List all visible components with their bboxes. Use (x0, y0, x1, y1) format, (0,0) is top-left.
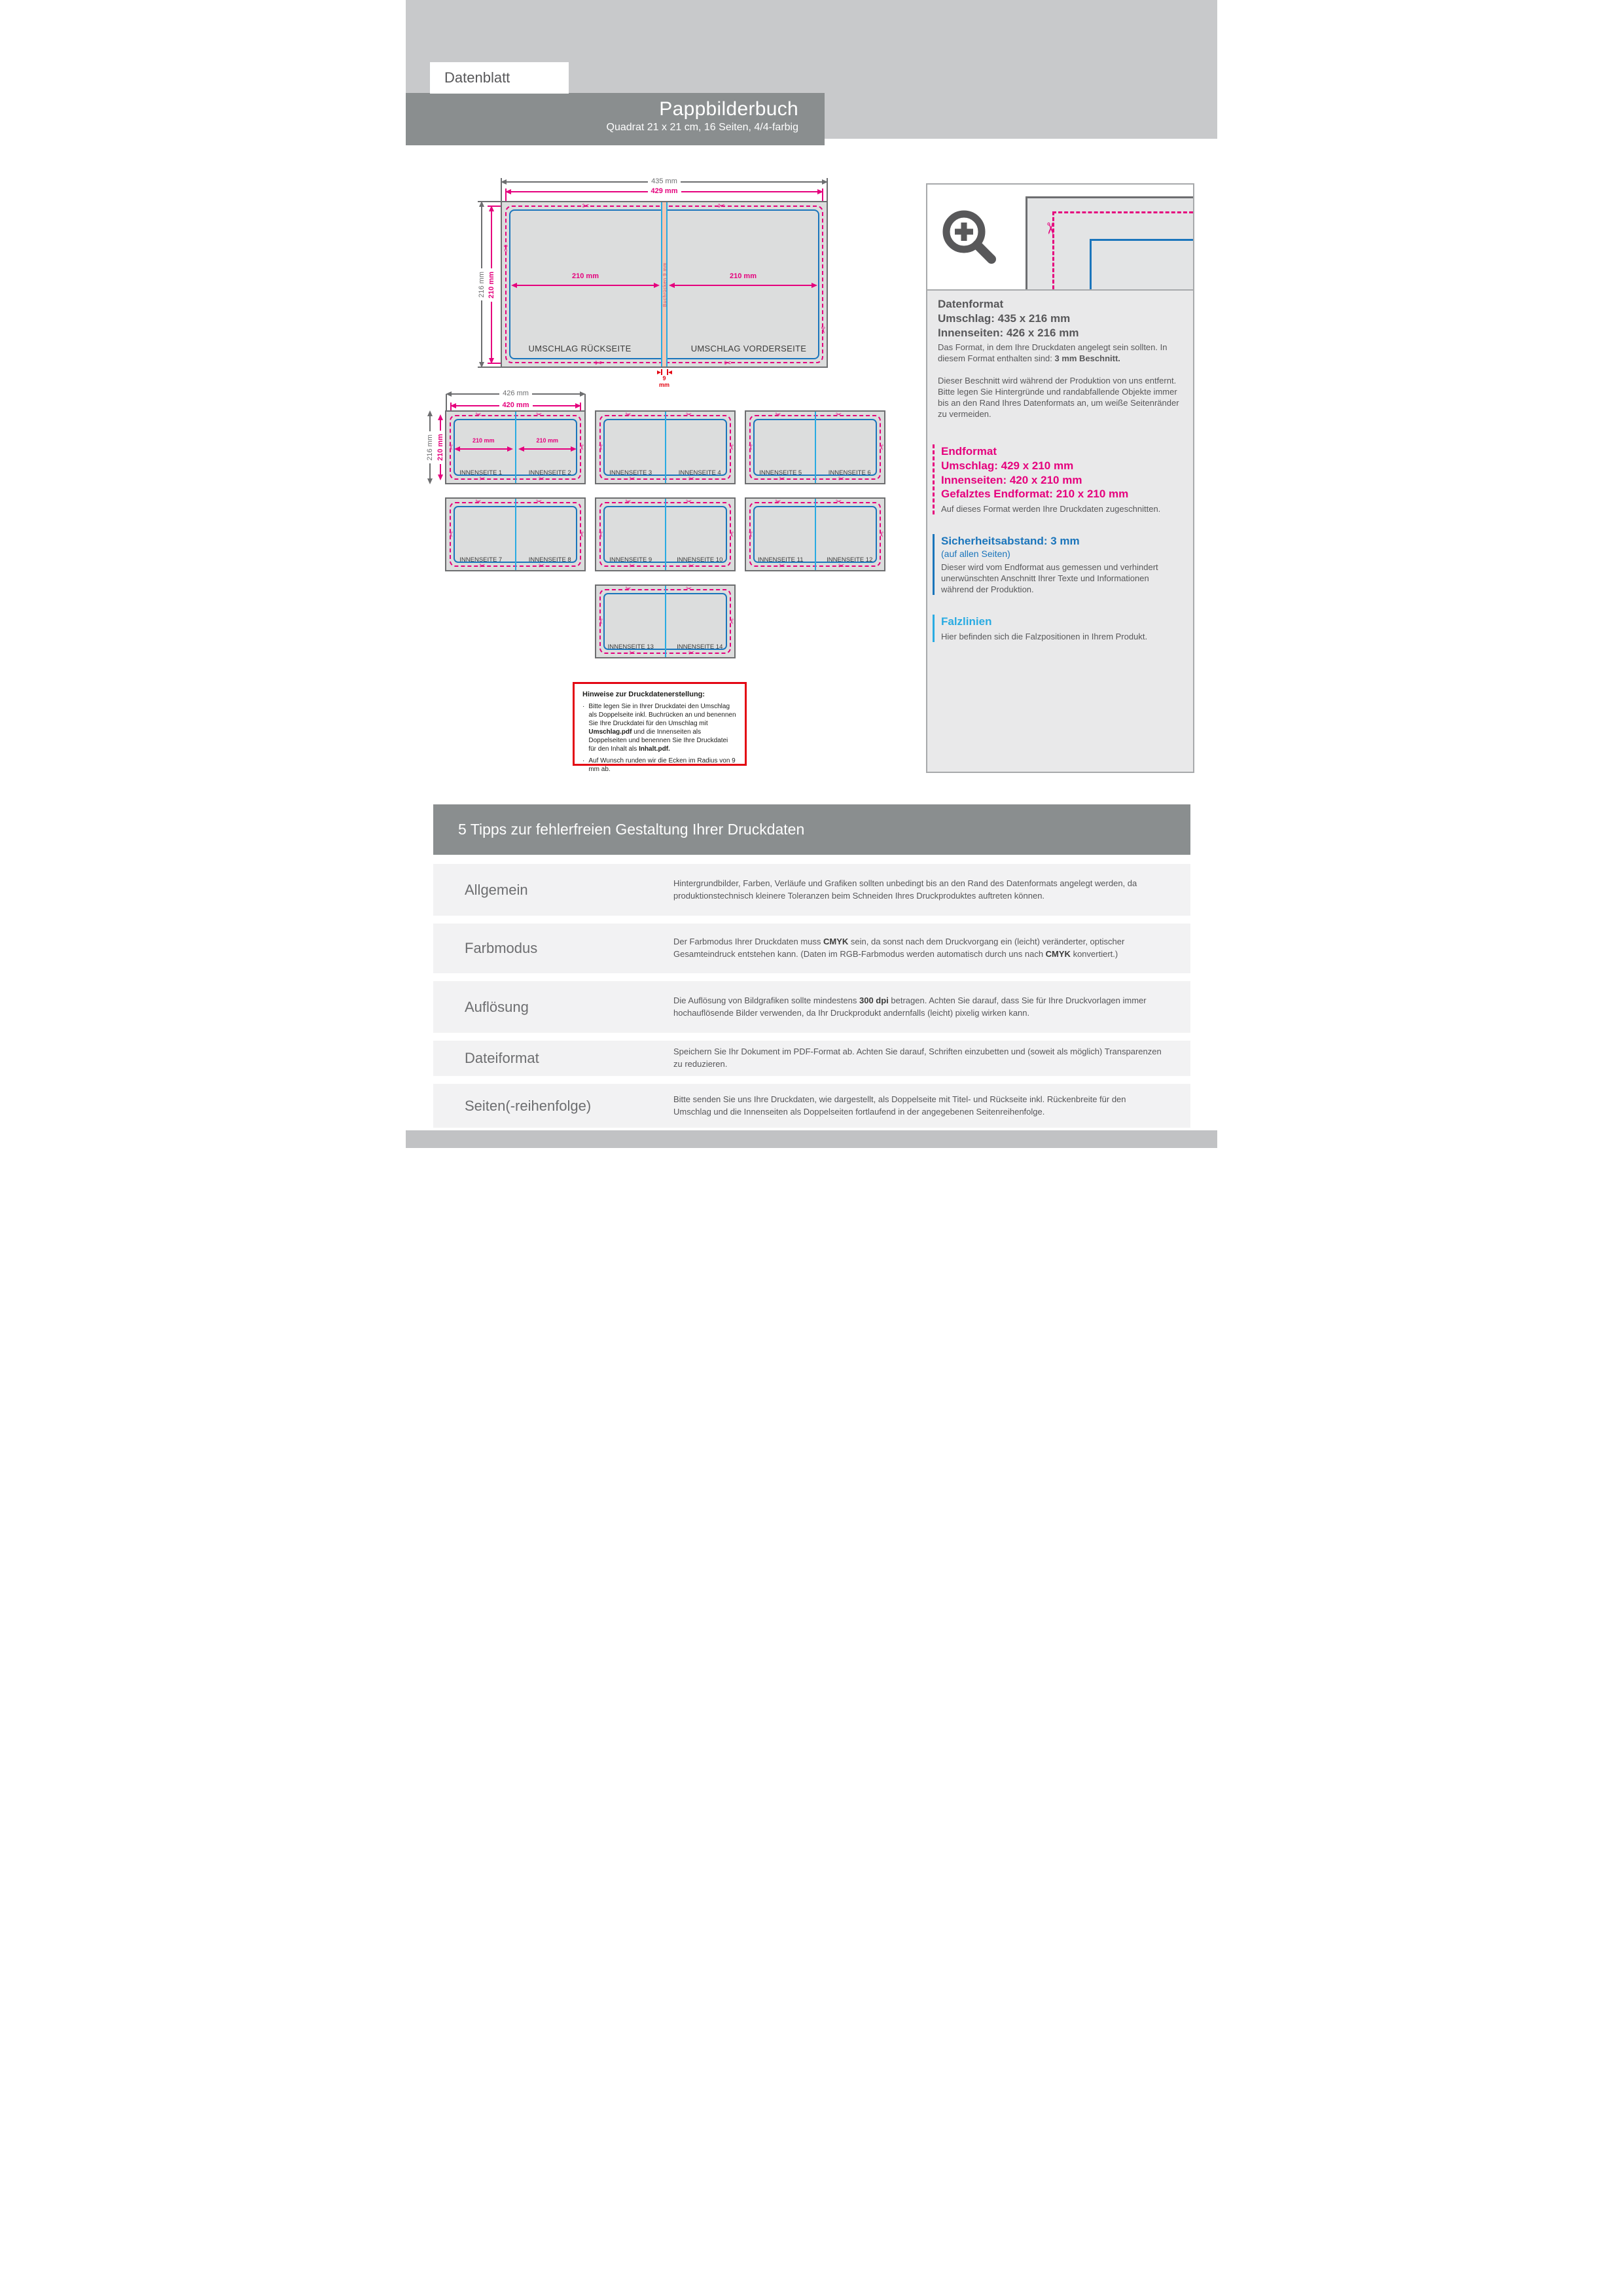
scissors-icon: ✂ (538, 562, 545, 570)
format-info-sidebar (926, 183, 1194, 773)
scissors-icon: ✂ (625, 498, 632, 506)
scissors-icon: ✂ (475, 498, 482, 506)
dim-label: 420 mm (502, 401, 529, 409)
tip-row (433, 1084, 1190, 1128)
tip-description (673, 924, 1164, 973)
endformat-inner-size: Innenseiten: 420 x 210 mm (941, 473, 1082, 486)
scissors-icon: ✂ (818, 327, 829, 334)
arrow-up-icon (438, 414, 443, 420)
dim-extension-line (478, 367, 501, 368)
endformat-folded-size: Gefalztes Endformat: 210 x 210 mm (941, 488, 1129, 501)
scissors-icon: ✂ (538, 475, 545, 483)
tip-row (433, 864, 1190, 916)
scissors-icon: ✂ (629, 562, 635, 570)
scissors-icon: ✂ (577, 531, 585, 537)
tip-label: Seiten(-reihenfolge) (465, 1097, 592, 1114)
bullet-icon: · (582, 703, 585, 710)
scissors-icon: ✂ (876, 444, 885, 450)
arrow-left-icon (518, 446, 524, 452)
dim-line (481, 207, 482, 268)
tip-description-text: Speichern Sie Ihr Dokument im PDF-Format ab. Achten Sie darauf, Schriften einzubetten und (soweit als möglich) Transparenzen zu reduzieren. (673, 1047, 1162, 1069)
dim-unit: mm (658, 382, 669, 389)
dim-line (518, 446, 577, 452)
arrow-right-icon (654, 283, 660, 288)
safety-margin-title: Sicherheitsabstand: 3 mm (941, 535, 1080, 548)
dim-label: 210 mm (472, 437, 495, 444)
dim-line (481, 300, 482, 362)
cover-trim-width-dimension (505, 188, 823, 195)
page-subtitle: Quadrat 21 x 21 cm, 16 Seiten, 4/4-farbig (606, 122, 798, 133)
scissors-icon: ✂ (594, 358, 602, 368)
dim-line (669, 283, 817, 288)
scissors-icon: ✂ (577, 444, 585, 450)
dim-label: 426 mm (503, 389, 529, 397)
dim-label: 210 mm (436, 434, 444, 461)
scissors-icon: ✂ (479, 475, 486, 483)
inner-spread (595, 497, 736, 571)
tip-label: Farbmodus (465, 940, 538, 956)
cover-right-page-dimension (669, 273, 817, 288)
cover-total-height-dimension (476, 201, 487, 368)
scissors-icon: ✂ (688, 562, 695, 570)
bullet-icon: · (582, 757, 585, 764)
dim-extension-line (584, 394, 586, 410)
scissors-icon: ✂ (779, 475, 785, 483)
spread-left-label: INNENSEITE 3 (609, 469, 652, 476)
inner-trim-width-dimension (450, 402, 581, 409)
scissors-icon: ✂ (596, 618, 605, 624)
scissors-icon: ✂ (775, 411, 781, 419)
endformat-body: Auf dieses Format werden Ihre Druckdaten zugeschnitten. (941, 504, 1161, 514)
arrow-left-icon (511, 283, 517, 288)
scissors-icon: ✂ (446, 444, 455, 450)
spread-left-label: INNENSEITE 11 (757, 556, 804, 564)
notes-bullet (582, 757, 737, 774)
cover-trim-height-dimension (486, 206, 497, 364)
spread-left-label: INNENSEITE 7 (459, 556, 503, 564)
tip-label: Auflösung (465, 998, 529, 1015)
arrow-left-icon (668, 370, 672, 374)
corner-zoom-illustration (1026, 196, 1193, 289)
page-width-dimension (454, 438, 513, 452)
datasheet-page (406, 0, 1217, 1148)
inner-spread (445, 497, 586, 571)
scissors-icon: ✂ (686, 585, 692, 593)
scissors-icon: ✂ (629, 475, 635, 483)
datenformat-body: Das Format, in dem Ihre Druckdaten angelegt sein sollten. In diesem Format enthalten sind: 3 mm Beschnitt. (938, 342, 1168, 364)
dim-line (491, 211, 492, 268)
scissors-icon: ✂ (596, 444, 605, 450)
tip-description-text: Bitte senden Sie uns Ihre Druckdaten, wie dargestellt, als Doppelseite mit Titel- und Rückseite inkl. Rückenbreite für den Umschlag und die Innenseiten als Doppelseiten fortlaufend in der angegebenen Seitenreihenfolge. (673, 1094, 1126, 1117)
cover-back-label: UMSCHLAG RÜCKSEITE (528, 344, 632, 353)
scissors-icon: ✂ (775, 498, 781, 506)
dim-line (491, 302, 492, 359)
arrow-right-icon (812, 283, 817, 288)
cover-total-width-dimension (501, 178, 828, 185)
datenblatt-label: Datenblatt (444, 69, 510, 86)
notes-bullet-text: Auf Wunsch runden wir die Ecken im Radius von 9 mm ab. (588, 757, 736, 773)
arrow-right-icon (571, 446, 577, 452)
spread-right-label: INNENSEITE 4 (678, 469, 721, 476)
scissors-icon: ✂ (686, 411, 692, 419)
spread-left-label: INNENSEITE 1 (459, 469, 503, 476)
arrow-up-icon (427, 410, 433, 416)
tip-description (673, 1041, 1164, 1076)
dim-line (681, 181, 822, 183)
safety-margin-block (933, 534, 1183, 595)
scissors-icon: ✂ (686, 498, 692, 506)
inner-total-height-dimension (425, 410, 435, 484)
dim-label: 435 mm (651, 177, 677, 185)
spine-strip (661, 202, 668, 367)
cover-spread-diagram (501, 201, 828, 368)
bleed-dashed-border (1052, 211, 1193, 213)
scissors-icon: ✂ (446, 531, 455, 537)
dim-label: 210 mm (572, 272, 599, 280)
arrow-down-icon (427, 478, 433, 484)
scissors-icon: ✂ (688, 649, 695, 657)
scissors-icon: ✂ (726, 531, 735, 537)
tip-row (433, 981, 1190, 1033)
dim-label: 429 mm (651, 187, 678, 195)
spine-width-dimension (652, 369, 676, 389)
scissors-icon: ✂ (582, 201, 590, 211)
dim-extension-line (501, 178, 502, 201)
spread-right-label: INNENSEITE 6 (828, 469, 871, 476)
scissors-icon: ✂ (876, 531, 885, 537)
scissors-icon: ✂ (838, 475, 845, 483)
datenformat-title: Datenformat (938, 298, 1004, 310)
dim-line (652, 369, 676, 375)
scissors-icon: ✂ (746, 531, 755, 537)
dim-line (440, 420, 441, 431)
magnifier-plus-icon (939, 207, 999, 267)
tip-description (673, 1084, 1164, 1128)
notes-title: Hinweise zur Druckdatenerstellung: (582, 691, 705, 698)
sidebar-text (927, 291, 1193, 642)
safety-area-border (1090, 239, 1193, 241)
dim-line (511, 191, 648, 192)
dim-line (681, 191, 818, 192)
scissors-icon: ✂ (536, 498, 543, 506)
legend-illustration (927, 185, 1193, 291)
spread-left-label: INNENSEITE 13 (607, 643, 654, 651)
scissors-icon: ✂ (746, 444, 755, 450)
arrow-right-icon (507, 446, 513, 452)
dim-label: 216 mm (477, 271, 486, 298)
safety-margin-body: Dieser wird vom Endformat aus gemessen und verhindert unerwünschten Anschnitt Ihrer Texte und Informationen während der Produktion. (941, 562, 1158, 595)
scissors-icon: ✂ (500, 244, 510, 252)
dim-line (507, 181, 648, 183)
notes-bullet (582, 702, 737, 753)
scissors-icon: ✂ (1041, 221, 1060, 236)
spread-right-label: INNENSEITE 12 (827, 556, 873, 564)
tip-description (673, 864, 1164, 916)
endformat-title: Endformat (941, 445, 997, 458)
scissors-icon: ✂ (724, 358, 732, 368)
tips-header-band (433, 804, 1190, 855)
dim-extension-line (827, 178, 828, 201)
datenblatt-box (430, 62, 569, 94)
inner-spreads-grid (445, 410, 885, 658)
scissors-icon: ✂ (836, 411, 842, 419)
dim-line (440, 464, 441, 475)
scissors-icon: ✂ (475, 411, 482, 419)
tip-description-text: Der Farbmodus Ihrer Druckdaten muss CMYK sein, da sonst nach dem Druckvorgang ein (leicht) veränderter, optischer Gesamteindruck entstehen kann. (Daten im RGB-Farbmodus werden automatisch durch uns nach CMYK konvertiert.) (673, 937, 1125, 959)
dim-line (452, 393, 499, 395)
tip-description-text: Hintergrundbilder, Farben, Verläufe und Grafiken sollten unbedingt bis an den Rand des Datenformats angelegt werden, da produktionstechnisch kleinere Toleranzen beim Schneiden Ihres Druckproduktes auftreten können. (673, 878, 1137, 901)
tip-row (433, 1041, 1190, 1076)
dim-label: 210 mm (730, 272, 757, 280)
spine-label: Buchrücken 9 mm (661, 262, 668, 307)
arrow-left-icon (669, 283, 675, 288)
arrow-left-icon (454, 446, 460, 452)
safety-margin-subtitle: (auf allen Seiten) (941, 548, 1010, 560)
cover-front-label: UMSCHLAG VORDERSEITE (690, 344, 807, 353)
scissors-icon: ✂ (726, 444, 735, 450)
dim-line (429, 463, 431, 478)
scissors-icon: ✂ (726, 618, 735, 624)
spread-right-label: INNENSEITE 2 (528, 469, 571, 476)
inner-spread (445, 410, 586, 484)
cover-left-page-dimension (511, 273, 660, 288)
dim-line (454, 446, 513, 452)
dim-label: 210 mm (487, 271, 495, 298)
spread-left-label: INNENSEITE 9 (609, 556, 652, 564)
inner-spread (745, 410, 885, 484)
tip-description-text: Die Auflösung von Bildgrafiken sollte mindestens 300 dpi betragen. Achten Sie darauf, dass Sie für Ihre Druckvorlagen immer hochauflösende Bilder verwenden, da Ihr Druckprodukt andernfalls (leicht) pixelig wirken kann. (673, 995, 1147, 1018)
page-title: Pappbilderbuch (659, 98, 798, 120)
dim-line (511, 283, 660, 288)
scissors-icon: ✂ (629, 649, 635, 657)
title-band (406, 93, 825, 145)
scissors-icon: ✂ (717, 201, 725, 211)
dim-extension-line (446, 394, 447, 410)
dim-line (533, 405, 576, 406)
datenformat-body2: Dieser Beschnitt wird während der Produktion von uns entfernt. Bitte legen Sie Hintergründe und randabfallende Objekte immer bis an den Rand Ihres Datenformats an, um weiße Seitenränder zu vermeiden. (938, 375, 1179, 420)
scissors-icon: ✂ (625, 411, 632, 419)
dim-line (429, 416, 431, 431)
safety-area-border (1090, 239, 1092, 289)
scissors-icon: ✂ (688, 475, 695, 483)
fold-lines-body: Hier befinden sich die Falzpositionen in Ihrem Produkt. (941, 632, 1148, 642)
inner-trim-height-dimension (435, 414, 446, 480)
scissors-icon: ✂ (836, 498, 842, 506)
tip-description (673, 981, 1164, 1033)
fold-lines-block (933, 615, 1183, 642)
scissors-icon: ✂ (596, 531, 605, 537)
tip-label: Dateiformat (465, 1050, 539, 1066)
tip-row (433, 924, 1190, 973)
spread-right-label: INNENSEITE 14 (677, 643, 723, 651)
spread-left-label: INNENSEITE 5 (759, 469, 802, 476)
print-notes-box (573, 682, 747, 773)
dim-line (532, 393, 580, 395)
scissors-icon: ✂ (536, 411, 543, 419)
inner-spread (595, 584, 736, 658)
dim-value: 9 (662, 375, 666, 382)
datenformat-cover-size: Umschlag: 435 x 216 mm (938, 312, 1071, 325)
fold-lines-title: Falzlinien (941, 615, 992, 628)
datenformat-inner-size: Innenseiten: 426 x 216 mm (938, 326, 1079, 339)
scissors-icon: ✂ (479, 562, 486, 570)
inner-spread (595, 410, 736, 484)
page-width-dimension (518, 438, 577, 452)
notes-bullet-text: Bitte legen Sie in Ihrer Druckdatei den Umschlag als Doppelseite inkl. Buchrücken an und benennen Sie Ihre Druckdatei für den Umschlag mit Umschlag.pdf und die Innenseiten als Doppelseiten und benennen Sie Ihre Druckdatei für den Inhalt als Inhalt.pdf. (588, 703, 736, 753)
dim-line (456, 405, 499, 406)
scissors-icon: ✂ (838, 562, 845, 570)
inner-total-width-dimension (446, 390, 586, 397)
spread-right-label: INNENSEITE 8 (528, 556, 571, 564)
footer-background-strip (406, 1130, 1217, 1148)
dim-extension-line (478, 201, 501, 202)
scissors-icon: ✂ (625, 585, 632, 593)
datenformat-block (938, 297, 1183, 420)
inner-spread (745, 497, 885, 571)
endformat-block (933, 444, 1183, 514)
dim-label: 210 mm (536, 437, 559, 444)
scissors-icon: ✂ (779, 562, 785, 570)
endformat-cover-size: Umschlag: 429 x 210 mm (941, 459, 1074, 472)
tip-label: Allgemein (465, 881, 528, 898)
spread-right-label: INNENSEITE 10 (677, 556, 723, 564)
tips-rows (433, 864, 1190, 1128)
arrow-down-icon (438, 475, 443, 480)
dim-label: 216 mm (425, 434, 434, 461)
tips-header: 5 Tipps zur fehlerfreien Gestaltung Ihrer Druckdaten (458, 821, 805, 838)
